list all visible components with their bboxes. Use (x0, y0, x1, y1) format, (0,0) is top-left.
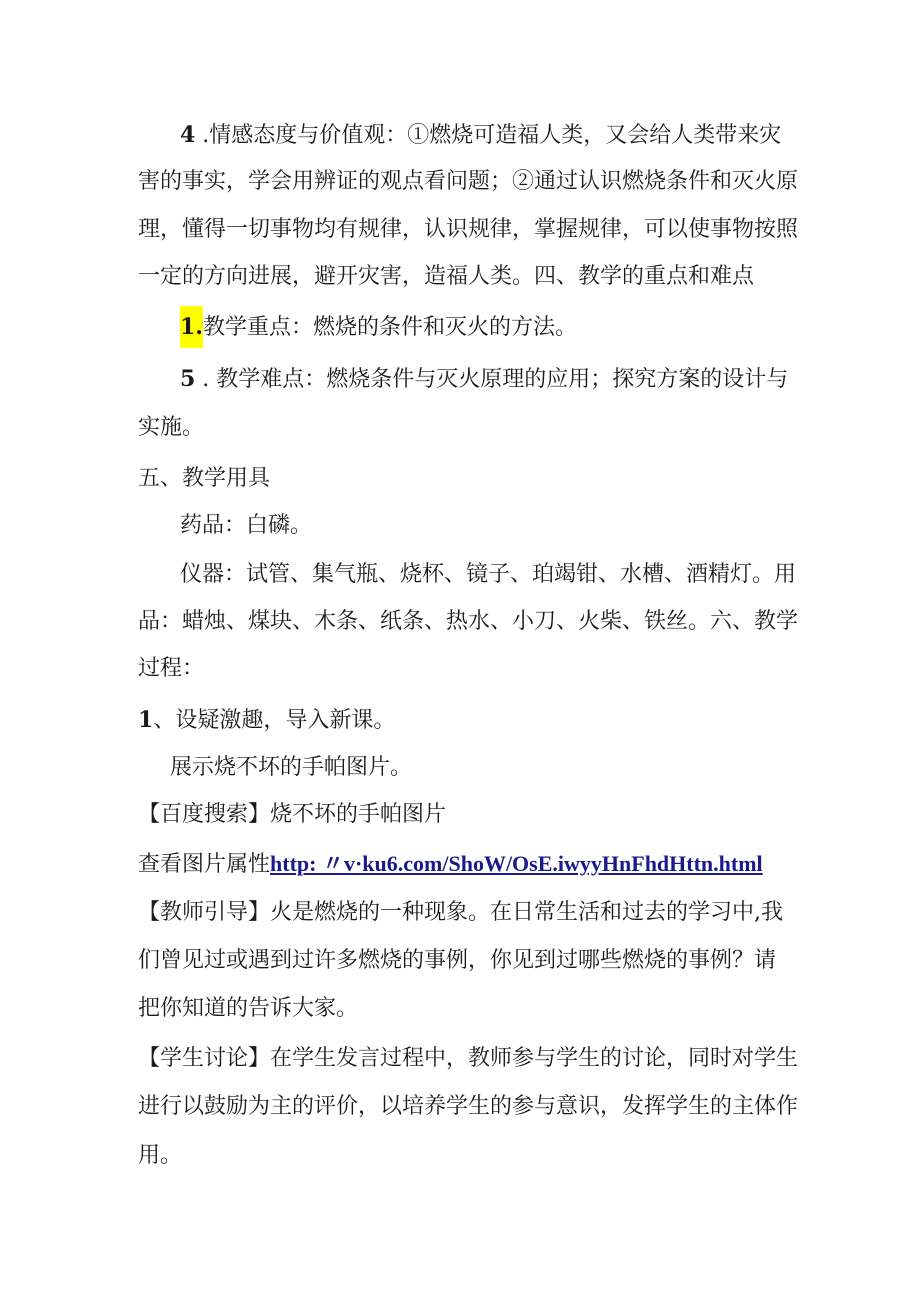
teaching-difficulty-line-1 (180, 364, 789, 394)
teacher-guide-line-3: 把你知道的告诉大家。 (138, 996, 359, 1021)
teaching-focus (180, 312, 780, 342)
teaching-difficulty-line-2: 实施。 (138, 415, 205, 440)
section-5-heading: 五、教学用具 (138, 466, 271, 491)
image-url-link[interactable]: http: 〃v·ku6.com/ShoW/OsE.iwyyHnFhdHttn.html (270, 851, 763, 876)
objective-4-line-4: 一定的方向进展，避开灾害，造福人类。四、教学的重点和难点 (138, 264, 755, 289)
instruments-line-2: 品：蜡烛、煤块、木条、纸条、热水、小刀、火柴、铁丝。六、教学 (138, 609, 799, 634)
baidu-search-line: 【百度搜索】烧不坏的手帕图片 (138, 802, 447, 827)
teacher-guide-line-1: 【教师引导】火是燃烧的一种现象。在日常生活和过去的学习中,我 (138, 900, 783, 925)
step-number-1: 1 (138, 707, 154, 733)
item-number-5: 5 (180, 366, 196, 392)
step-1-text: 、设疑激趣，导入新课。 (153, 708, 396, 733)
instruments-line-3: 过程： (138, 656, 205, 681)
teaching-focus-text: 教学重点：燃烧的条件和灭火的方法。 (202, 315, 577, 340)
show-image-line: 展示烧不坏的手帕图片。 (170, 755, 413, 780)
objective-4-line-3: 理，懂得一切事物均有规律，认识规律，掌握规律，可以使事物按照 (138, 217, 799, 242)
item-number-4: 4 (180, 122, 196, 148)
highlighted-number-1: 1. (180, 306, 203, 348)
teacher-guide-line-2: 们曾见过或遇到过许多燃烧的事例，你见到过哪些燃烧的事例？请 (138, 948, 777, 973)
student-discussion-line-1: 【学生讨论】在学生发言过程中，教师参与学生的讨论，同时对学生 (138, 1046, 799, 1071)
step-1-heading (138, 705, 780, 735)
image-attributes-line (138, 849, 780, 879)
objective-4-line-1 (0, 120, 780, 150)
objective-4-line-2: 害的事实，学会用辨证的观点看问题；②通过认识燃烧条件和灭火原 (138, 169, 799, 194)
drugs-line: 药品：白磷。 (180, 513, 313, 538)
teaching-difficulty-text: . 教学难点：燃烧条件与灭火原理的应用；探究方案的设计与 (195, 367, 789, 392)
student-discussion-line-3: 用。 (138, 1143, 183, 1168)
objective-4-text: .情感态度与价值观：①燃烧可造福人类，又会给人类带来灾 (195, 123, 782, 148)
student-discussion-line-2: 进行以鼓励为主的评价，以培养学生的参与意识，发挥学生的主体作 (138, 1094, 799, 1119)
image-attributes-label: 查看图片属性 (138, 852, 271, 877)
instruments-line-1: 仪器：试管、集气瓶、烧杯、镜子、珀竭钳、水槽、酒精灯。用 (180, 562, 797, 587)
